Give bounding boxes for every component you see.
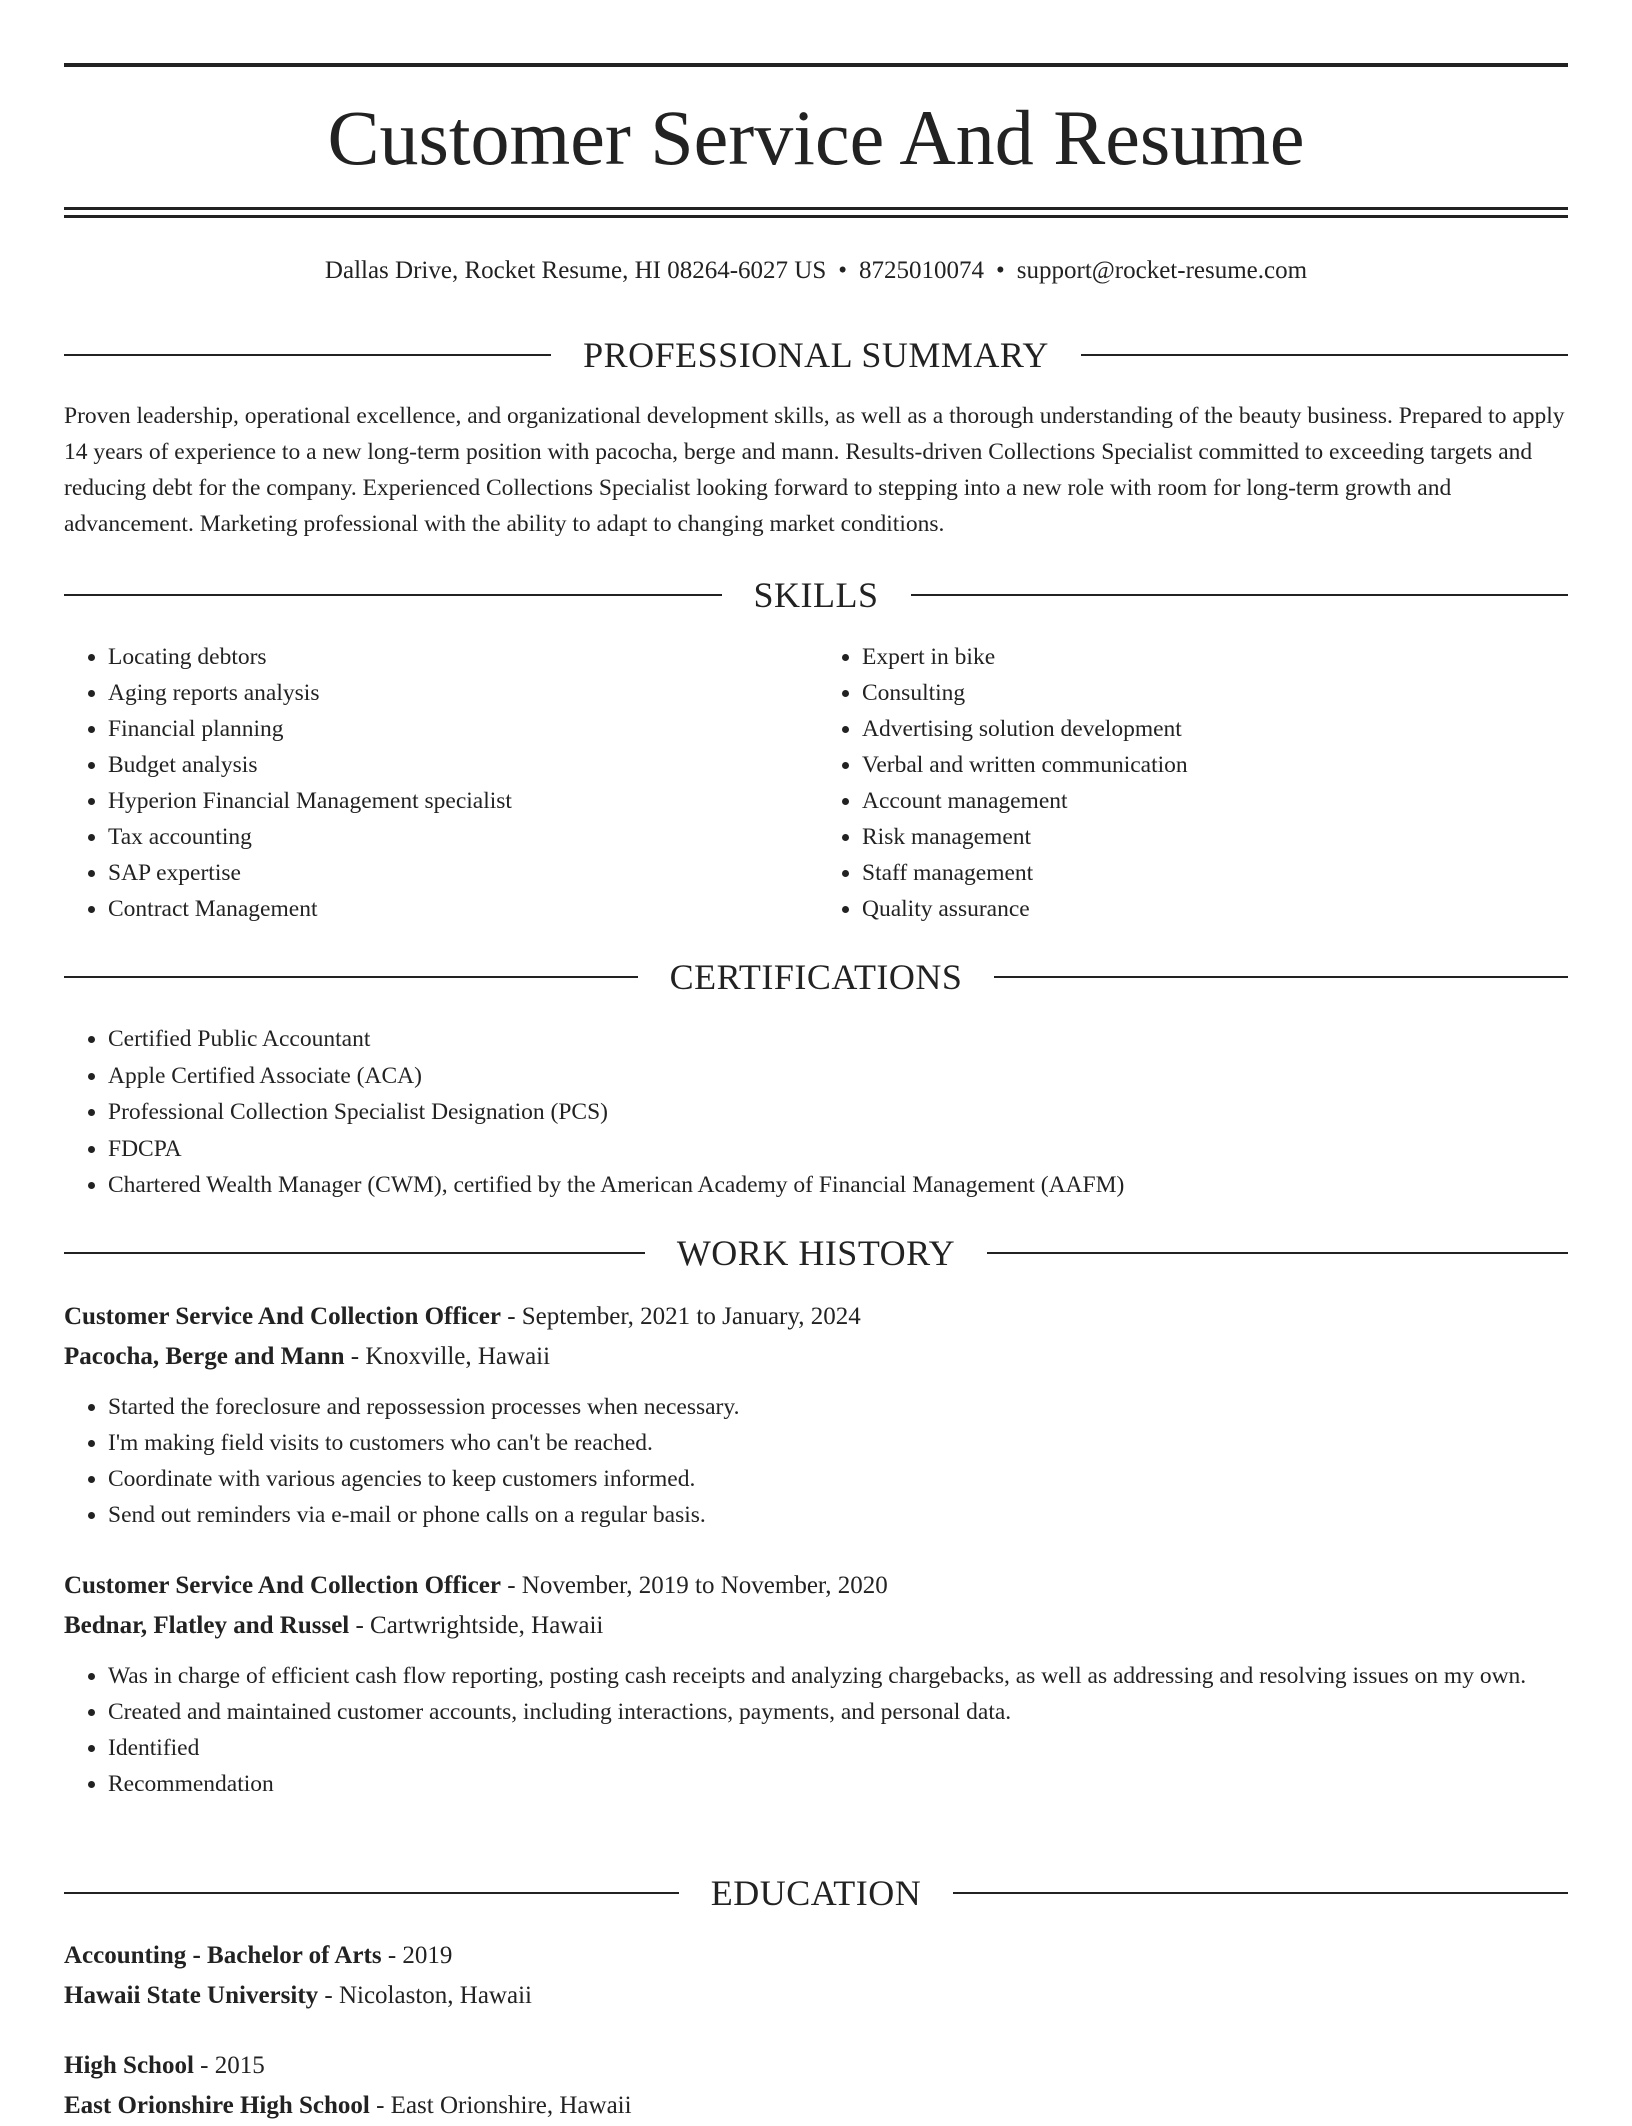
- contact-phone: 8725010074: [859, 257, 984, 284]
- skills-list-right: [816, 639, 1568, 927]
- list-item: • Quality assurance: [862, 891, 1568, 927]
- work-history-heading-label: WORK HISTORY: [676, 1233, 956, 1273]
- title-rule-lower: [64, 215, 1568, 218]
- job-company-line: [64, 1606, 1568, 1646]
- list-item: • Send out reminders via e-mail or phone calls on a regular basis.: [108, 1497, 1568, 1533]
- education-heading: [64, 1870, 1568, 1916]
- heading-rule-left: [64, 976, 638, 978]
- skills-list-left: [64, 639, 816, 927]
- list-item: • I'm making field visits to customers who can't be reached.: [108, 1425, 1568, 1461]
- job-dates: - September, 2021 to January, 2024: [500, 1303, 861, 1330]
- list-item: • Aging reports analysis: [108, 675, 816, 711]
- list-item: • Apple Certified Associate (ACA): [108, 1058, 1568, 1095]
- list-item: • Started the foreclosure and repossession processes when necessary.: [108, 1389, 1568, 1425]
- job-title-line: [64, 1297, 1568, 1337]
- summary-heading-label: PROFESSIONAL SUMMARY: [583, 335, 1049, 375]
- job-company: Bednar, Flatley and Russel: [64, 1612, 350, 1639]
- skills-column-left: [64, 639, 816, 927]
- list-item: • Recommendation: [108, 1766, 1568, 1802]
- job-entry: [64, 1566, 1568, 1802]
- list-item: • Coordinate with various agencies to keep customers informed.: [108, 1461, 1568, 1497]
- contact-line: [64, 254, 1568, 288]
- heading-rule-right: [1081, 354, 1568, 356]
- job-company: Pacocha, Berge and Mann: [64, 1343, 345, 1370]
- list-item: • Financial planning: [108, 711, 816, 747]
- contact-email: support@rocket-resume.com: [1016, 257, 1308, 284]
- skills-column-right: [816, 639, 1568, 927]
- heading-rule-right: [994, 976, 1568, 978]
- certifications-heading: [64, 954, 1568, 1000]
- heading-rule-right: [953, 1892, 1568, 1894]
- certifications-heading-label: CERTIFICATIONS: [669, 957, 963, 997]
- list-item: • Consulting: [862, 675, 1568, 711]
- list-item: • Risk management: [862, 819, 1568, 855]
- education-school-line: [64, 1976, 1568, 2016]
- job-location: - Knoxville, Hawaii: [344, 1343, 551, 1370]
- work-history-heading: [64, 1230, 1568, 1276]
- list-item: • Advertising solution development: [862, 711, 1568, 747]
- list-item: • Hyperion Financial Management specialist: [108, 783, 816, 819]
- education-year: - 2019: [381, 1942, 453, 1969]
- job-company-line: [64, 1337, 1568, 1377]
- education-location: - Nicolaston, Hawaii: [318, 1982, 532, 2009]
- list-item: • Was in charge of efficient cash flow reporting, posting cash receipts and analyzing chargebacks, as well as addressing and resolving issues on my own.: [108, 1658, 1568, 1694]
- education-entry: [64, 1936, 1568, 2016]
- top-rule: [64, 63, 1568, 67]
- job-entry: [64, 1297, 1568, 1533]
- contact-separator: •: [996, 257, 1005, 284]
- list-item: • Verbal and written communication: [862, 747, 1568, 783]
- list-item: • Chartered Wealth Manager (CWM), certified by the American Academy of Financial Management (AAFM): [108, 1167, 1568, 1204]
- list-item: • Expert in bike: [862, 639, 1568, 675]
- education-degree-line: [64, 2046, 1568, 2086]
- education-degree-line: [64, 1936, 1568, 1976]
- education-school: Hawaii State University: [64, 1982, 319, 2009]
- list-item: • Staff management: [862, 855, 1568, 891]
- heading-rule-left: [64, 1252, 645, 1254]
- contact-address: Dallas Drive, Rocket Resume, HI 08264-6027 US: [324, 257, 827, 284]
- title-rule-upper: [64, 207, 1568, 210]
- education-year: - 2015: [193, 2052, 265, 2079]
- job-location: - Cartwrightside, Hawaii: [349, 1612, 604, 1639]
- list-item: • Budget analysis: [108, 747, 816, 783]
- list-item: • Locating debtors: [108, 639, 816, 675]
- heading-rule-right: [987, 1252, 1568, 1254]
- skills-heading: [64, 572, 1568, 618]
- list-item: • Created and maintained customer accounts, including interactions, payments, and personal data.: [108, 1694, 1568, 1730]
- job-title: Customer Service And Collection Officer: [64, 1303, 501, 1330]
- heading-rule-left: [64, 594, 722, 596]
- certifications-list: [64, 1021, 1568, 1204]
- education-degree: Accounting - Bachelor of Arts: [64, 1942, 382, 1969]
- contact-separator: •: [838, 257, 847, 284]
- job-bullets: [64, 1658, 1568, 1802]
- list-item: • Certified Public Accountant: [108, 1021, 1568, 1058]
- job-dates: - November, 2019 to November, 2020: [500, 1572, 888, 1599]
- certifications-block: [64, 1021, 1568, 1204]
- education-location: - East Orionshire, Hawaii: [369, 2092, 632, 2119]
- job-title: Customer Service And Collection Officer: [64, 1572, 501, 1599]
- skills-heading-label: SKILLS: [753, 575, 879, 615]
- summary-heading: [64, 332, 1568, 378]
- resume-title: Customer Service And Resume: [327, 94, 1305, 181]
- education-school: East Orionshire High School: [64, 2092, 370, 2119]
- list-item: • FDCPA: [108, 1131, 1568, 1168]
- list-item: • Identified: [108, 1730, 1568, 1766]
- list-item: • Contract Management: [108, 891, 816, 927]
- list-item: • Account management: [862, 783, 1568, 819]
- heading-rule-left: [64, 1892, 679, 1894]
- list-item: • SAP expertise: [108, 855, 816, 891]
- skills-columns: [64, 639, 1568, 927]
- list-item: • Professional Collection Specialist Designation (PCS): [108, 1094, 1568, 1131]
- job-bullets: [64, 1389, 1568, 1533]
- heading-rule-left: [64, 354, 551, 356]
- education-school-line: [64, 2086, 1568, 2126]
- summary-text: Proven leadership, operational excellence, and organizational development skills, as well as a thorough understanding of the beauty business. Prepared to apply 14 years of experience to a new long-term position with pacocha, berge and mann. Results-driven Collections Specialist committed to exceeding targets and reducing debt for the company. Experienced Collections Specialist looking forward to stepping into a new role with room for long-term growth and advancement. Marketing professional with the ability to adapt to changing market conditions.: [64, 403, 1565, 537]
- education-entry: [64, 2046, 1568, 2126]
- list-item: • Tax accounting: [108, 819, 816, 855]
- job-title-line: [64, 1566, 1568, 1606]
- education-heading-label: EDUCATION: [710, 1873, 922, 1913]
- education-degree: High School: [64, 2052, 194, 2079]
- heading-rule-right: [911, 594, 1569, 596]
